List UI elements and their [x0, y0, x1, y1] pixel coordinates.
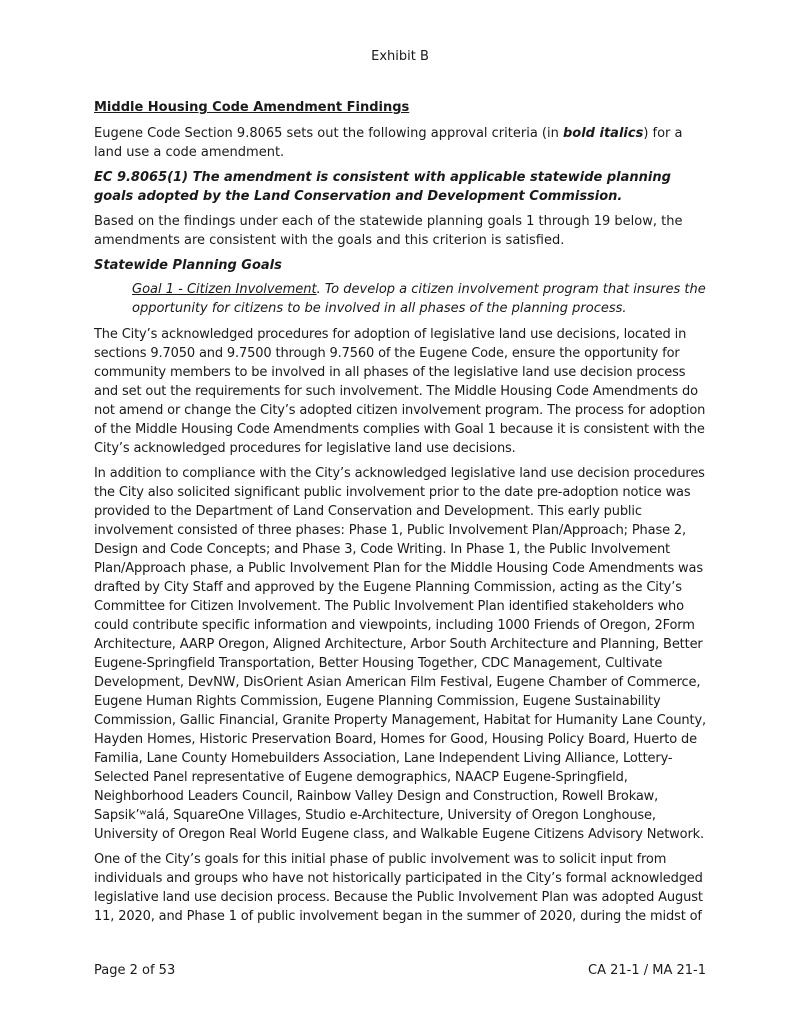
- exhibit-header: Exhibit B: [371, 49, 429, 64]
- intro-text-after: ) for a land use a code amendment.: [94, 126, 683, 160]
- criterion-finding: Based on the findings under each of the statewide planning goals 1 through 19 below, the amendments are consistent with the goals and this criterion is satisfied.: [94, 214, 683, 248]
- goal-1-text: . To develop a citizen involvement program that insures the opportunity for citizens to be involved in all phases of the planning process.: [132, 282, 706, 316]
- body-paragraph-2: In addition to compliance with the City’s acknowledged legislative land use decision procedures the City also solicited significant public involvement prior to the date pre-adoption notice was provided to the Department of Land Conservation and Development. This early public involvement consisted of three phases: Phase 1, Public Involvement Plan/Approach; Phase 2, Design and Code Concepts; and Phase 3, Code Writing. In Phase 1, the Public Involvement Plan/Approach phase, a Public Involvement Plan for the Middle Housing Code Amendments was drafted by City Staff and approved by the Eugene Planning Commission, acting as the City’s Committee for Citizen Involvement. The Public Involvement Plan identified stakeholders who could contribute specific information and viewpoints, including 1000 Friends of Oregon, 2Form Architecture, AARP Oregon, Aligned Architecture, Arbor South Architecture and Planning, Better Eugene-Springfield Transportation, Better Housing Together, CDC Management, Cultivate Development, DevNW, DisOrient Asian American Film Festival, Eugene Chamber of Commerce, Eugene Human Rights Commission, Eugene Planning Commission, Eugene Sustainability Commission, Gallic Financial, Granite Property Management, Habitat for Humanity Lane County, Hayden Homes, Historic Preservation Board, Homes for Good, Housing Policy Board, Huerto de Familia, Lane County Homebuilders Association, Lane Independent Living Alliance, Lottery-Selected Panel representative of Eugene demographics, NAACP Eugene-Springfield, Neighborhood Leaders Council, Rainbow Valley Design and Construction, Rowell Brokaw, Sapsik’ʷalá, SquareOne Villages, Studio e-Architecture, University of Oregon Longhouse, University of Oregon Real World Eugene class, and Walkable Eugene Citizens Advisory Network.: [94, 466, 706, 842]
- page-number: Page 2 of 53: [94, 963, 176, 978]
- goal-1-link: Goal 1 - Citizen Involvement: [132, 282, 317, 297]
- body-paragraph-1: The City’s acknowledged procedures for adoption of legislative land use decisions, located in sections 9.7050 and 9.7500 through 9.7560 of the Eugene Code, ensure the opportunity for community members to be involved in all phases of the legislative land use decision process and set out the requirements for such involvement. The Middle Housing Code Amendments do not amend or change the City’s adopted citizen involvement program. The process for adoption of the Middle Housing Code Amendments complies with Goal 1 because it is consistent with the City’s acknowledged procedures for legislative land use decisions.: [94, 327, 706, 456]
- criterion-heading: EC 9.8065(1) The amendment is consistent with applicable statewide planning goals adopted by the Land Conservation and Development Commission.: [94, 170, 671, 204]
- case-number: CA 21-1 / MA 21-1: [588, 963, 706, 978]
- document-title: Middle Housing Code Amendment Findings: [94, 100, 410, 115]
- section-subheading: Statewide Planning Goals: [94, 258, 282, 273]
- page-footer: [94, 962, 706, 980]
- goal-1-statement: [132, 280, 706, 318]
- body-paragraph-3: One of the City’s goals for this initial phase of public involvement was to solicit input from individuals and groups who have not historically participated in the City’s formal acknowledged legislative land use decision process. Because the Public Involvement Plan was adopted August 11, 2020, and Phase 1 of public involvement began in the summer of 2020, during the midst of: [94, 852, 703, 924]
- intro-paragraph: [94, 124, 706, 162]
- intro-text-before: Eugene Code Section 9.8065 sets out the following approval criteria (in: [94, 126, 563, 141]
- intro-bold-italics: bold italics: [562, 126, 644, 141]
